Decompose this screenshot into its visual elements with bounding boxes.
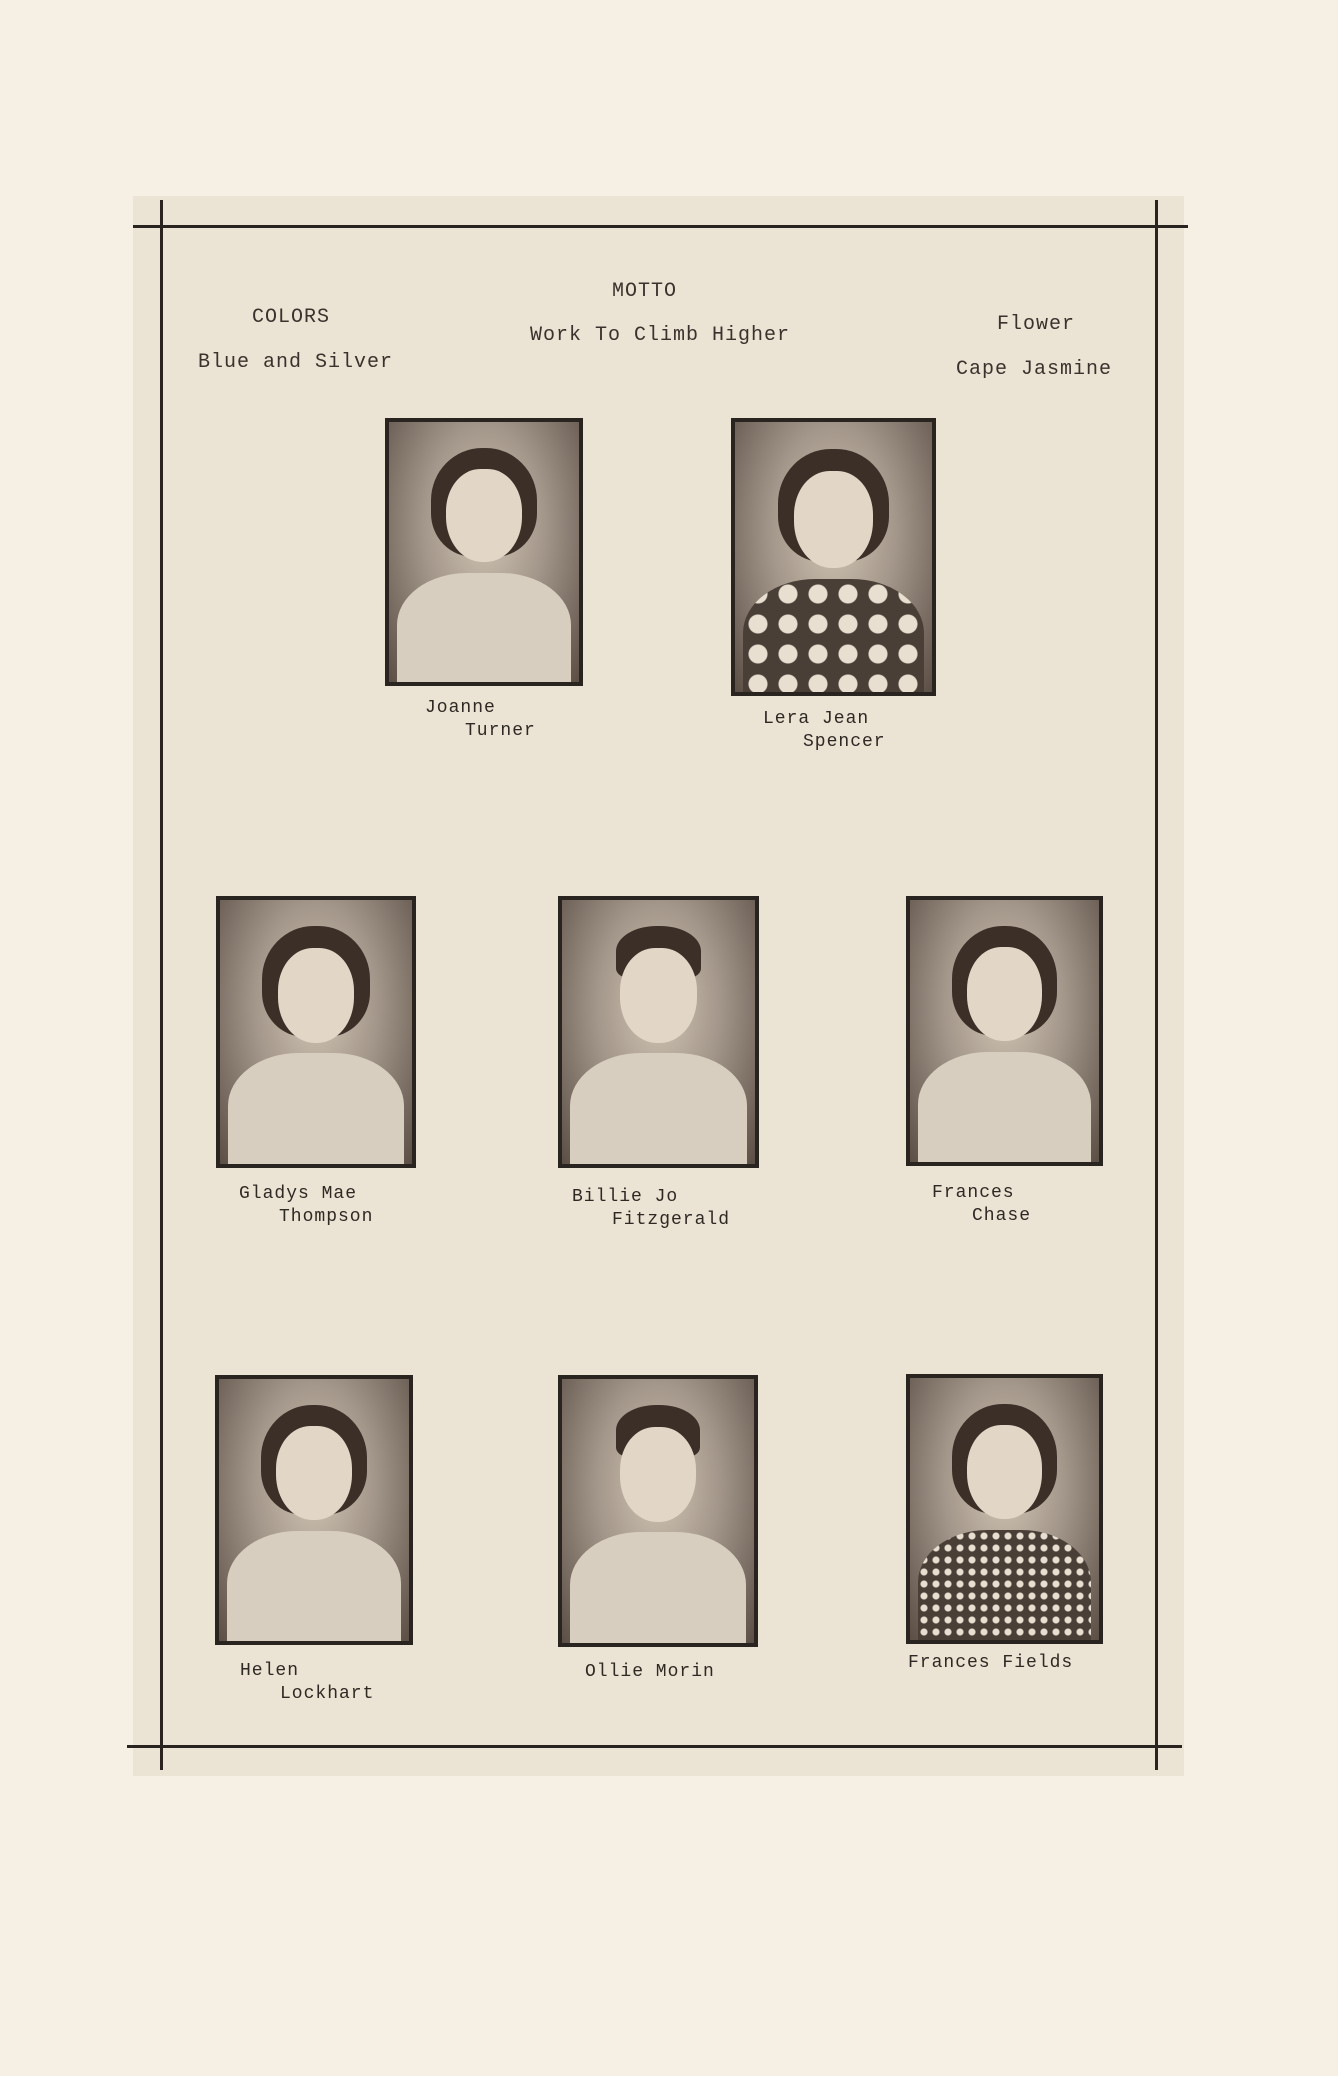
student-name: Gladys Mae Thompson bbox=[239, 1184, 374, 1227]
student-name: Lera Jean Spencer bbox=[763, 709, 886, 752]
portrait-photo bbox=[558, 896, 759, 1168]
flower-value: Cape Jasmine bbox=[956, 358, 1113, 381]
bottom-rule bbox=[127, 1745, 1182, 1748]
portrait-photo bbox=[558, 1375, 758, 1647]
portrait-photo bbox=[215, 1375, 413, 1645]
portrait-photo bbox=[906, 896, 1103, 1166]
flower-label: Flower bbox=[997, 313, 1076, 336]
motto-label: MOTTO bbox=[612, 280, 678, 303]
student-name: Billie Jo Fitzgerald bbox=[572, 1187, 731, 1230]
student-name: Helen Lockhart bbox=[240, 1661, 375, 1704]
student-name: Frances Fields bbox=[908, 1653, 1074, 1673]
student-name: Frances Chase bbox=[932, 1183, 1032, 1226]
colors-label: COLORS bbox=[252, 306, 331, 329]
right-rule bbox=[1155, 200, 1158, 1770]
portrait-photo bbox=[385, 418, 583, 686]
motto-value: Work To Climb Higher bbox=[530, 324, 791, 347]
left-rule bbox=[160, 200, 163, 1770]
portrait-photo bbox=[216, 896, 416, 1168]
student-name: Joanne Turner bbox=[425, 698, 536, 741]
top-rule bbox=[133, 225, 1188, 228]
portrait-photo bbox=[731, 418, 936, 696]
student-name: Ollie Morin bbox=[585, 1662, 715, 1682]
portrait-photo bbox=[906, 1374, 1103, 1644]
colors-value: Blue and Silver bbox=[198, 351, 394, 374]
